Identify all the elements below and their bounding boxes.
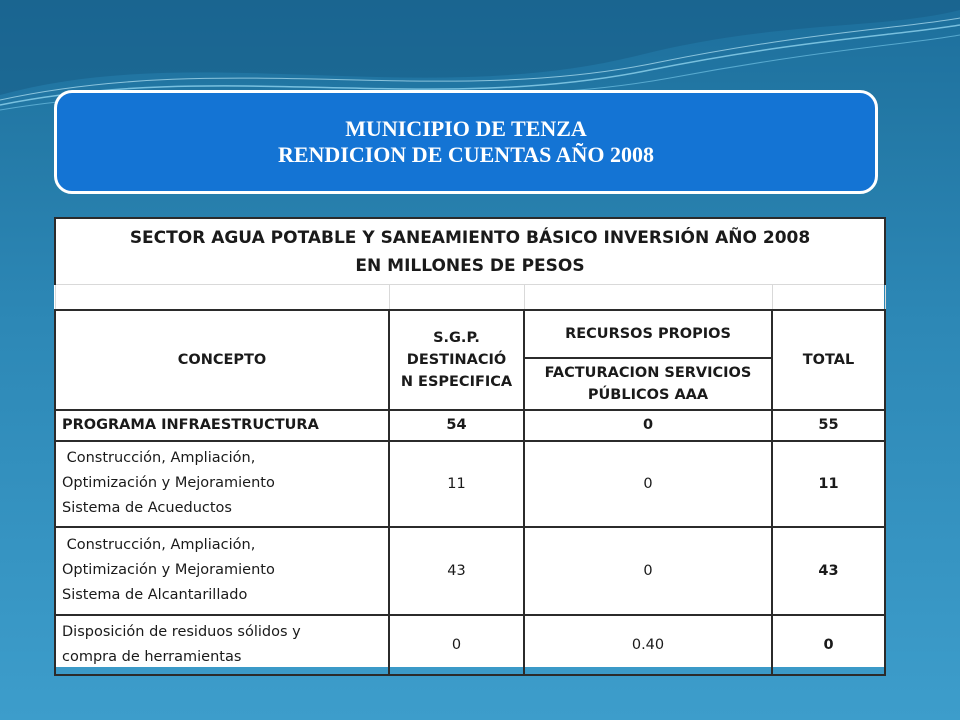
row-concept-line: Sistema de Acueductos xyxy=(62,500,232,516)
table-title xyxy=(55,218,885,284)
header-facturacion-line2: PÚBLICOS AAA xyxy=(587,386,709,403)
row-propios: 0.40 xyxy=(524,615,772,675)
header-concepto: CONCEPTO xyxy=(55,310,389,410)
header-row-1 xyxy=(55,310,885,358)
table-row xyxy=(55,410,885,441)
row-concept-line: Disposición de residuos sólidos y xyxy=(62,623,301,640)
row-total: 43 xyxy=(772,527,885,615)
spacer-row xyxy=(55,284,885,310)
table-title-line1: SECTOR AGUA POTABLE Y SANEAMIENTO BÁSICO INVERSIÓN AÑO 2008 xyxy=(129,228,811,249)
header-facturacion-line1: FACTURACION SERVICIOS xyxy=(544,364,752,381)
row-concept-line: Optimización y Mejoramiento xyxy=(62,475,275,491)
spacer-cell xyxy=(389,284,524,310)
row-sgp: 43 xyxy=(389,527,524,615)
row-concept-line: compra de herramientas xyxy=(62,648,242,665)
slide-title-box xyxy=(54,90,878,194)
row-concept xyxy=(55,615,389,675)
header-sgp-line3: N ESPECIFICA xyxy=(400,373,513,390)
spacer-cell xyxy=(524,284,772,310)
table-row xyxy=(55,527,885,615)
spacer-cell xyxy=(55,284,389,310)
table-title-line2: EN MILLONES DE PESOS xyxy=(355,256,585,277)
header-sgp xyxy=(389,310,524,410)
header-recursos-propios: RECURSOS PROPIOS xyxy=(524,310,772,358)
row-propios: 0 xyxy=(524,410,772,441)
row-concept-line: Construcción, Ampliación, xyxy=(62,537,256,553)
row-concept: PROGRAMA INFRAESTRUCTURA xyxy=(55,410,389,441)
row-sgp: 54 xyxy=(389,410,524,441)
row-concept xyxy=(55,441,389,527)
row-total: 11 xyxy=(772,441,885,527)
row-propios: 0 xyxy=(524,527,772,615)
header-sgp-line1: S.G.P. xyxy=(433,329,480,346)
row-concept-line: Optimización y Mejoramiento xyxy=(62,562,275,578)
slide-title-line1: MUNICIPIO DE TENZA xyxy=(345,116,587,141)
spacer-cell xyxy=(772,284,885,310)
slide-title-line2: RENDICION DE CUENTAS AÑO 2008 xyxy=(277,142,655,167)
investment-table xyxy=(54,217,886,676)
header-facturacion xyxy=(524,358,772,410)
row-concept xyxy=(55,527,389,615)
row-sgp: 11 xyxy=(389,441,524,527)
row-total: 0 xyxy=(772,615,885,675)
table-row xyxy=(55,441,885,527)
row-propios: 0 xyxy=(524,441,772,527)
header-total: TOTAL xyxy=(772,310,885,410)
row-total: 55 xyxy=(772,410,885,441)
row-concept-line: Sistema de Alcantarillado xyxy=(62,587,248,603)
row-sgp: 0 xyxy=(389,615,524,675)
table-row xyxy=(55,615,885,675)
table-title-row xyxy=(55,218,885,284)
row-concept-line: Construcción, Ampliación, xyxy=(62,450,256,466)
investment-table-container xyxy=(54,217,884,667)
header-sgp-line2: DESTINACIÓ xyxy=(406,351,507,368)
